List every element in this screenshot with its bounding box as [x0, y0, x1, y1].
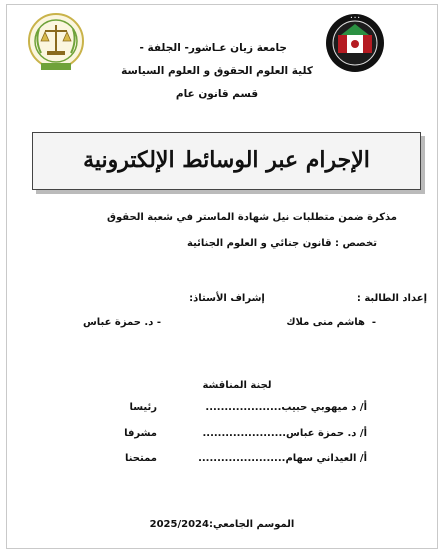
committee-member-role: رئيسا: [129, 402, 157, 413]
committee-member-name: أ/ د. حمزة عباس......................: [202, 428, 367, 439]
department-name: قسم قانون عام: [175, 88, 259, 100]
document-page: [6, 4, 438, 549]
student-name: هاشم منى ملاك: [286, 317, 365, 328]
university-seal-icon: [325, 11, 385, 75]
faculty-name: كلية العلوم الحقوق و العلوم السياسة: [121, 65, 313, 77]
supervisor-name: - د. حمزة عباس: [82, 317, 161, 328]
committee-heading: لجنة المناقشة: [202, 380, 272, 391]
committee-member-role: مشرفا: [124, 428, 157, 439]
supervised-by-label: إشراف الأستاذ:: [189, 293, 265, 304]
committee-member-name: أ/ العيداني سهام.......................: [198, 453, 367, 464]
student-bullet: -: [371, 317, 377, 328]
committee-member-name: أ/ د ميهوبي حبيب....................: [205, 402, 367, 413]
academic-year: الموسم الجامعي:2025/2024: [149, 519, 295, 530]
thesis-specialization: تخصص : قانون جنائي و العلوم الجنائية: [187, 238, 377, 249]
title-frame: [32, 132, 421, 190]
committee-member-role: ممتحنا: [124, 453, 157, 464]
university-name: جامعة زيان عـاشور- الجلفة -: [139, 42, 287, 54]
scales-of-justice-emblem-icon: [27, 11, 85, 75]
svg-text:• • •: • • •: [350, 15, 360, 20]
thesis-title: الإجرام عبر الوسائط الإلكترونية: [83, 147, 370, 173]
prepared-by-label: إعداد الطالبة :: [356, 293, 427, 304]
thesis-purpose: مذكرة ضمن متطلبات نيل شهادة الماستر في شعبة الحقوق: [107, 212, 397, 223]
